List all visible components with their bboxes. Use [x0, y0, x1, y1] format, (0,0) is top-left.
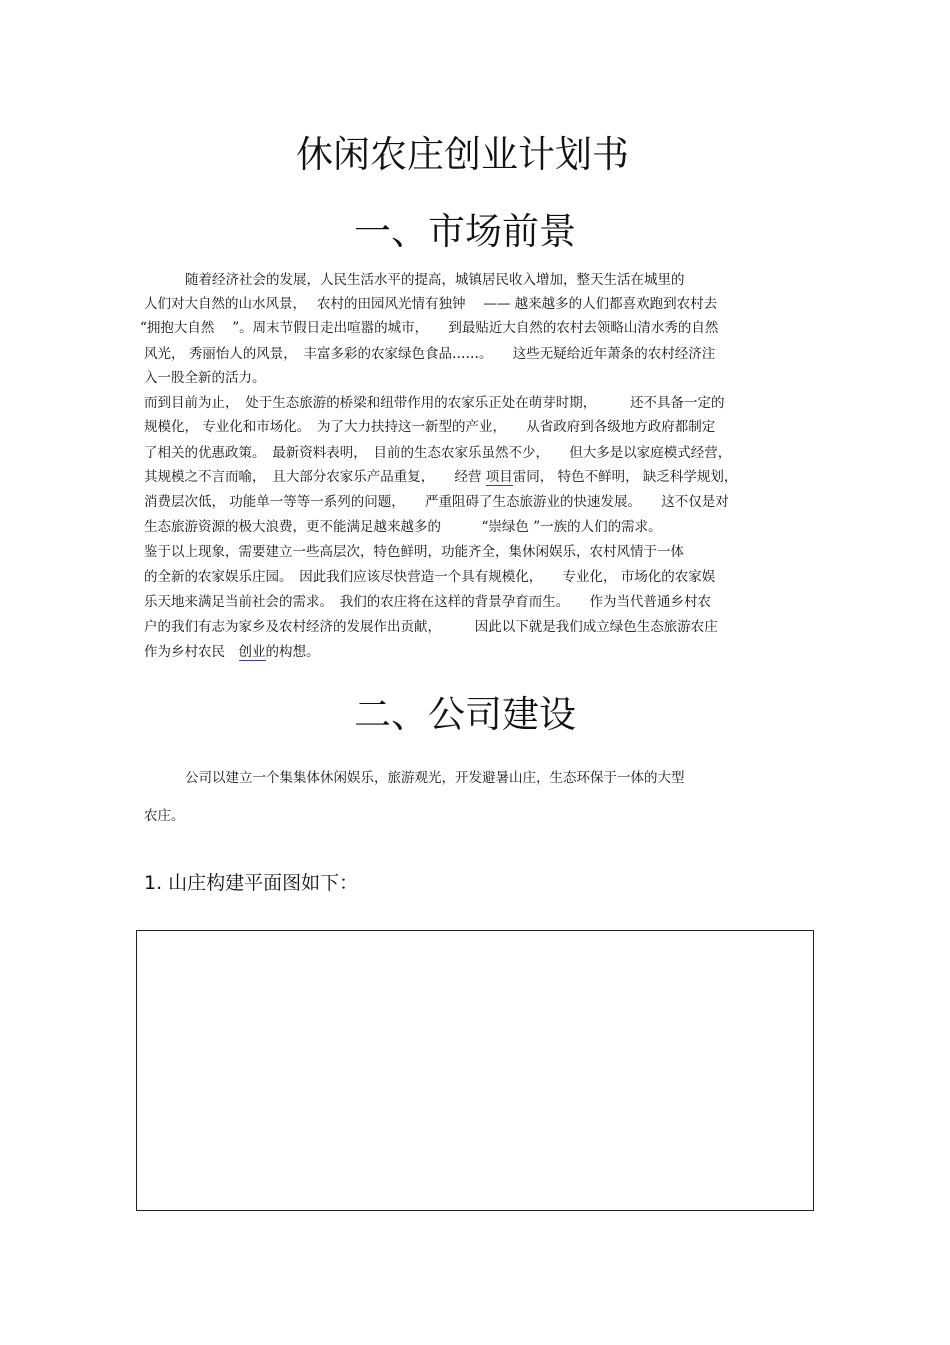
paragraph-line: 户的我们有志为家乡及农村经济的发展作出贡献， 因此以下就是我们成立绿色生态旅游农庄	[144, 619, 718, 635]
paragraph-line: 生态旅游资源的极大浪费，更不能满足越来越多的 “崇绿色 ”一族的人们的需求。	[144, 519, 662, 535]
floor-plan-figure-frame	[136, 930, 814, 1211]
line-segment: 雷同， 特色不鲜明， 缺乏科学规划，	[512, 469, 738, 485]
line-segment: 作为乡村农民	[144, 644, 239, 660]
section-heading-market-prospects: 一、市场前景	[354, 210, 576, 253]
paragraph-line: 人们对大自然的山水风景， 农村的田园风光情有独钟 —— 越来越多的人们都喜欢跑到农村去	[144, 296, 718, 312]
line-segment: 其规模之不言而喻， 且大部分农家乐产品重复， 经营	[144, 469, 486, 485]
paragraph-line: 了相关的优惠政策。 最新资料表明， 目前的生态农家乐虽然不少， 但大多是以家庭模式经营，	[144, 445, 732, 461]
paragraph-line: “拥抱大自然 ”。周末节假日走出喧嚣的城市， 到最贴近大自然的农村去领略山清水秀的自然	[140, 320, 719, 336]
paragraph-line: 而到目前为止， 处于生态旅游的桥梁和纽带作用的农家乐正处在萌芽时期， 还不具备一定的	[144, 395, 725, 411]
paragraph-line: 风光， 秀丽怡人的风景， 丰富多彩的农家绿色食品……。 这些无疑给近年萧条的农村经济注	[144, 346, 716, 362]
section-heading-company-setup: 二、公司建设	[354, 693, 576, 736]
paragraph-line: 公司以建立一个集集体休闲娱乐，旅游观光，开发避暑山庄，生态环保于一体的大型	[185, 770, 685, 786]
paragraph-line: 规模化， 专业化和市场化。 为了大力扶持这一新型的产业， 从省政府到各级地方政府都制定	[144, 419, 716, 435]
paragraph-line: 农庄。	[144, 808, 185, 824]
paragraph-line: 鉴于以上现象，需要建立一些高层次，特色鲜明，功能齐全，集休闲娱乐，农村风情于一体	[144, 544, 684, 560]
paragraph-line	[144, 642, 320, 662]
document-title: 休闲农庄创业计划书	[296, 133, 629, 176]
floor-plan-subheading: 1. 山庄构建平面图如下：	[144, 872, 359, 894]
paragraph-line	[144, 467, 737, 487]
project-link[interactable]: 项目	[485, 469, 513, 485]
paragraph-line: 消费层次低， 功能单一等等一系列的问题， 严重阻碍了生态旅游业的快速发展。 这不仅是对	[144, 494, 729, 510]
paragraph-line: 乐天地来满足当前社会的需求。 我们的农庄将在这样的背景孕育而生。 作为当代普通乡村农	[144, 594, 711, 610]
paragraph-line: 入一股全新的活力。	[144, 370, 266, 386]
line-segment: 的构想。	[265, 644, 320, 660]
paragraph-line: 随着经济社会的发展，人民生活水平的提高，城镇居民收入增加，整天生活在城里的	[185, 272, 685, 288]
startup-link[interactable]: 创业	[238, 644, 266, 660]
paragraph-line: 的全新的农家娱乐庄园。 因此我们应该尽快营造一个具有规模化， 专业化， 市场化的农家娱	[144, 569, 716, 585]
